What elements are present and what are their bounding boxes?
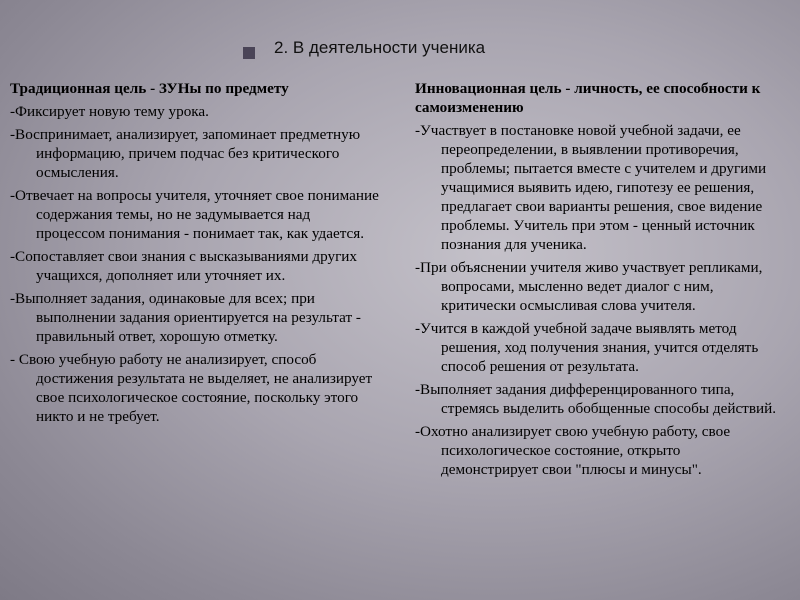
list-item: - Свою учебную работу не анализирует, способ достижения результата не выделяет, не анализирует свое психологическое состояние, поскольку этого никто и не требует.	[10, 351, 373, 425]
traditional-column	[10, 79, 382, 430]
traditional-heading: Традиционная цель - ЗУНы по предмету	[10, 80, 289, 97]
list-item: -Выполняет задания, одинаковые для всех; при выполнении задания ориентируется на результат - правильный ответ, хорошую отметку.	[10, 290, 361, 345]
list-item: -Отвечает на вопросы учителя, уточняет свое понимание содержания темы, но не задумывается над процессом понимания - понимает так, как удается.	[10, 187, 379, 242]
list-item: -Учится в каждой учебной задаче выявлять метод решения, ход получения знания, учится отделять способ решения от результата.	[415, 320, 759, 375]
list-item: -Охотно анализирует свою учебную работу, свое психологическое состояние, открыто демонстрирует свои "плюсы и минусы".	[415, 423, 731, 478]
list-item: -Воспринимает, анализирует, запоминает предметную информацию, причем подчас без критического осмысления.	[10, 126, 361, 181]
list-item: -Выполняет задания дифференцированного типа, стремясь выделить обобщенные способы действий.	[415, 381, 777, 417]
innovative-heading: Инновационная цель - личность, ее способности к самоизменению	[415, 80, 761, 116]
title-bullet-square	[243, 47, 255, 59]
innovative-column	[415, 79, 777, 483]
list-item: -Фиксирует новую тему урока.	[10, 103, 209, 120]
list-item: -Участвует в постановке новой учебной задачи, ее переопределении, в выявлении противоречия, проблемы; пытается вместе с учителем и другими учащимися выявить идею, гипотезу ее решения, предлагает свои варианты решения, свое видение проблемы. Учитель при этом - ценный источник познания для ученика.	[415, 122, 767, 253]
slide-title: 2. В деятельности ученика	[274, 38, 486, 57]
list-item: -Сопоставляет свои знания с высказываниями других учащихся, дополняет или уточняет их.	[10, 248, 358, 284]
list-item: -При объяснении учителя живо участвует репликами, вопросами, мысленно ведет диалог с ним, критически осмысливая слова учителя.	[415, 259, 763, 314]
